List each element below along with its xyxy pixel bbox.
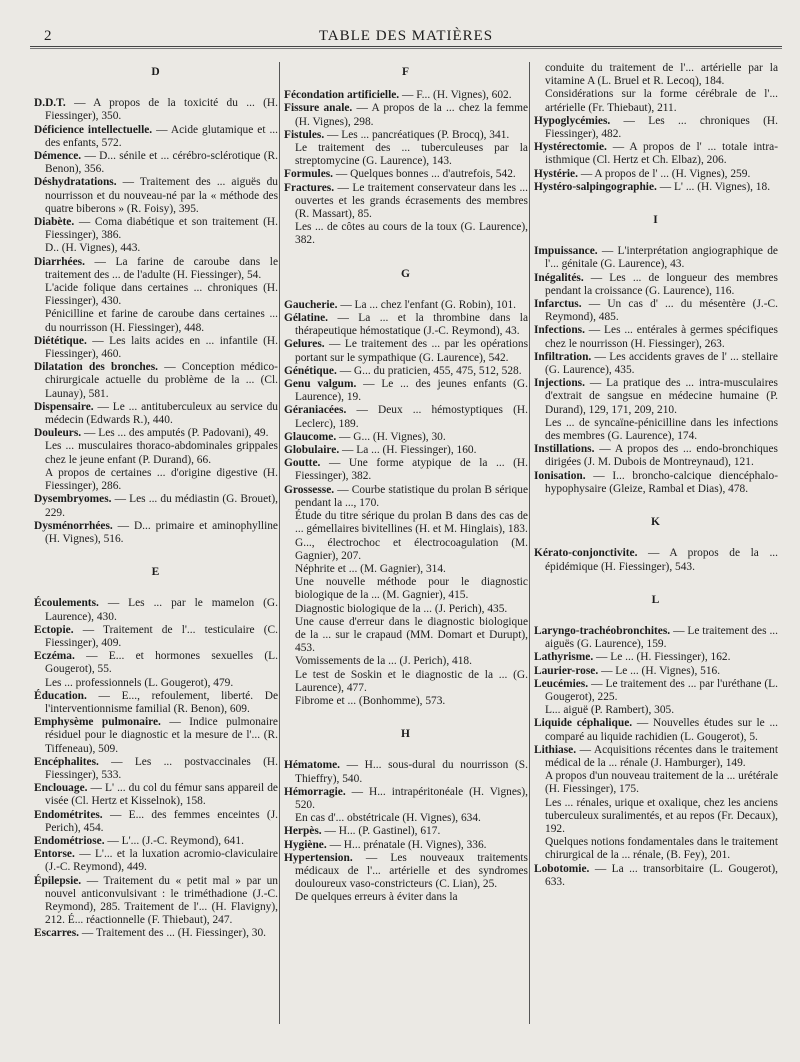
index-entry: Diarrhées. — La farine de caroube dans le traitement des ... de l'adulte (H. Fiessinger), 54. xyxy=(34,255,278,281)
index-entry: Leucémies. — Le traitement des ... par l'uréthane (L. Gougerot), 225. xyxy=(534,677,778,703)
index-entry: Déshydratations. — Traitement des ... aiguës du nourrisson et du nouveau-né par la « méthode des quatre biberons » (R. Foisy), 395. xyxy=(34,176,278,215)
section-letter-k: K xyxy=(651,516,661,529)
section-letter-d: D xyxy=(151,66,161,78)
index-subentry: Les ... rénales, urique et oxalique, chez les anciens tuberculeux suralimentés, et au repos (Fr. Decaux), 192. xyxy=(545,796,778,835)
index-entry: Fissure anale. — A propos de la ... chez la femme (H. Vignes), 298. xyxy=(284,102,528,128)
column-divider-1 xyxy=(279,62,280,1024)
index-subentry: En cas d'... obstétricale (H. Vignes), 634. xyxy=(295,812,481,825)
index-subentry: D.. (H. Vignes), 443. xyxy=(45,242,141,255)
index-entry: Laryngo-trachéobronchites. — Le traitement des ... aiguës (G. Laurence), 159. xyxy=(534,624,778,651)
section-letter-h: H xyxy=(401,728,411,741)
index-subentry: Diagnostic biologique de la ... (J. Perich), 435. xyxy=(295,602,508,615)
index-entry: Impuissance. — L'interprétation angiographique de l'... génitale (G. Laurence), 43. xyxy=(534,245,778,271)
index-subentry: Les ... professionnels (L. Gougerot), 479. xyxy=(45,676,234,689)
index-entry: Escarres. — Traitement des ... (H. Fiessinger), 30. xyxy=(34,927,267,940)
index-entry: Injections. — La pratique des ... intra-musculaires d'extrait de sangsue en médecine humaine (P. Durand), 129, 171, 209, 210. xyxy=(534,377,778,416)
index-subentry: Fibrome et ... (Bonhomme), 573. xyxy=(295,694,446,707)
index-entry: Enclouage. — L' ... du col du fémur sans appareil de visée (Cl. Hertz et Kisselnok), 158. xyxy=(34,782,278,808)
index-entry: Déficience intellectuelle. — Acide glutamique et ... des enfants, 572. xyxy=(34,123,279,149)
header-rule xyxy=(30,46,782,47)
index-entry: Encéphalites. — Les ... postvaccinales (H. Fiessinger), 533. xyxy=(34,755,278,781)
index-entry: Infiltration. — Les accidents graves de l' ... stellaire (G. Laurence), 435. xyxy=(534,350,778,377)
index-entry: Fractures. — Le traitement conservateur dans les ... ouvertes et les grands écrasements des membres (R. Massart), 85. xyxy=(284,181,528,221)
index-entry: Hémorragie. — H... intrapéritonéale (H. Vignes), 520. xyxy=(284,785,528,811)
index-entry: Fistules. — Les ... pancréatiques (P. Brocq), 341. xyxy=(284,128,510,141)
index-entry: Dispensaire. — Le ... antituberculeux au service du médecin (Edwards R.), 440. xyxy=(34,400,278,427)
index-subentry: Néphrite et ... (M. Gagnier), 314. xyxy=(295,562,446,575)
index-subentry: Le test de Soskin et le diagnostic de la ... (G. Laurence), 477. xyxy=(295,668,528,694)
page-number: 2 xyxy=(44,28,52,44)
index-entry: Écoulements. — Les ... par le mamelon (G. Laurence), 430. xyxy=(34,597,278,623)
index-entry: Démence. — D... sénile et ... cérébro-sclérotique (R. Benon), 356. xyxy=(34,150,278,176)
index-entry: Liquide céphalique. — Nouvelles études sur le ... comparé au liquide rachidien (L. Gougerot), 5. xyxy=(534,717,778,743)
index-subentry: Les ... de syncaïne-pénicilline dans les infections des membres (G. Laurence), 174. xyxy=(545,416,778,443)
index-subentry: Une cause d'erreur dans le diagnostic biologique de la ... sur le crapaud (MM. Domart et Durupt), 453. xyxy=(295,615,528,655)
index-entry: Géraniacées. — Deux ... hémostyptiques (H. Leclerc), 189. xyxy=(284,404,528,430)
index-entry: Endométriose. — L'... (J.-C. Reymond), 641. xyxy=(34,834,244,847)
index-entry: Emphysème pulmonaire. — Indice pulmonaire résiduel pour le diagnostic et la mesure de l'... (R. Tiffeneau), 509. xyxy=(34,716,278,755)
index-column-3 xyxy=(534,62,778,889)
index-subentry: Les ... de côtes au cours de la toux (G. Laurence), 382. xyxy=(295,221,528,247)
index-entry: Grossesse. — Courbe statistique du prolan B sérique pendant la ..., 170. xyxy=(284,483,528,509)
index-subentry-continued: conduite du traitement de l'... artérielle par la vitamine A (L. Bruel et R. Lecoq), 184. xyxy=(545,62,778,88)
index-subentry: L'acide folique dans certaines ... chroniques (H. Fiessinger), 430. xyxy=(45,282,278,308)
index-entry: Kérato-conjonctivite. — A propos de la ... épidémique (H. Fiessinger), 543. xyxy=(534,547,778,573)
section-letter-e: E xyxy=(151,566,161,579)
index-subentry: Les ... musculaires thoraco-abdominales grippales chez le jeune enfant (P. Durand), 66. xyxy=(45,440,278,466)
index-entry: Hématome. — H... sous-dural du nourrisson (S. Thieffry), 540. xyxy=(284,759,528,785)
index-column-1 xyxy=(34,62,278,941)
index-subentry: Étude du titre sérique du prolan B dans des cas de ... gémellaires bivitellines (H. et M. Hinglais), 183. xyxy=(295,510,528,536)
index-entry: Lobotomie. — La ... transorbitaire (L. Gougerot), 633. xyxy=(534,862,778,888)
index-entry: Dysménorrhées. — D... primaire et aminophylline (H. Vignes), 516. xyxy=(34,519,278,545)
index-entry: Ectopie. — Traitement de l'... testiculaire (C. Fiessinger), 409. xyxy=(34,623,278,649)
index-entry: Genu valgum. — Le ... des jeunes enfants (G. Laurence), 19. xyxy=(284,378,528,404)
column-divider-2 xyxy=(529,62,530,1024)
section-letter-l: L xyxy=(651,593,661,606)
index-entry: Infarctus. — Un cas d' ... du mésentère (J.-C. Reymond), 485. xyxy=(534,298,778,324)
index-entry: Hygiène. — H... prénatale (H. Vignes), 336. xyxy=(284,838,487,851)
index-subentry: A propos d'un nouveau traitement de la ... urétérale (H. Fiessinger), 175. xyxy=(545,770,778,796)
header-rule-secondary xyxy=(30,48,782,49)
index-entry: Hystéro-salpingographie. — L' ... (H. Vignes), 18. xyxy=(534,180,771,193)
index-entry: Diététique. — Les laits acides en ... infantile (H. Fiessinger), 460. xyxy=(34,334,278,361)
index-subentry: G..., électrochoc et électrocoagulation (M. Gagnier), 207. xyxy=(295,536,528,562)
index-entry: Lithiase. — Acquisitions récentes dans le traitement médical de la ... rénale (J. Hamburger), 149. xyxy=(534,743,778,769)
index-entry: Dilatation des bronches. — Conception médico-chirurgicale actuelle du problème de la ... (Cl. Launay), 581. xyxy=(34,361,278,400)
section-letter-i: I xyxy=(653,214,659,227)
index-entry: Épilepsie. — Traitement du « petit mal » par un nouvel anticonvulsivant : le triméthadione (J.-C. Reymond), 285. Traitement de l'... (H. Flavigny), 212. É... réactionnelle (F. Thiebaut), 247. xyxy=(34,874,278,927)
index-entry: Ionisation. — I... broncho-calcique diencéphalo-hypophysaire (Gleize, Rambal et Dias), 478. xyxy=(534,469,778,495)
index-entry: Douleurs. — Les ... des amputés (P. Padovani), 49. xyxy=(34,427,269,440)
index-entry: D.D.T. — A propos de la toxicité du ... (H. Fiessinger), 350. xyxy=(34,97,278,123)
index-entry: Hypoglycémies. — Les ... chroniques (H. Fiessinger), 482. xyxy=(534,114,778,141)
index-subentry: Considérations sur la forme cérébrale de l'... artérielle (Fr. Thiebaut), 211. xyxy=(545,88,778,114)
section-letter-g: G xyxy=(401,267,411,280)
index-entry: Entorse. — L'... et la luxation acromio-claviculaire (J.-C. Reymond), 449. xyxy=(34,848,278,874)
index-entry: Eczéma. — E... et hormones sexuelles (L. Gougerot), 55. xyxy=(34,650,278,676)
index-entry: Gelures. — Le traitement des ... par les opérations portant sur le sympathique (G. Laurence), 542. xyxy=(284,338,528,364)
index-entry: Fécondation artificielle. — F... (H. Vignes), 602. xyxy=(284,89,512,102)
index-entry: Endométrites. — E... des femmes enceintes (J. Perich), 454. xyxy=(34,808,278,834)
index-subentry: Pénicilline et farine de caroube dans certaines ... du nourrisson (H. Fiessinger), 448. xyxy=(45,308,278,334)
index-entry: Diabète. — Coma diabétique et son traitement (H. Fiessinger), 386. xyxy=(34,216,278,242)
index-entry: Goutte. — Une forme atypique de la ... (H. Fiessinger), 382. xyxy=(284,457,528,483)
section-letter-f: F xyxy=(401,66,411,78)
index-column-2 xyxy=(284,62,528,905)
index-subentry: De quelques erreurs à éviter dans la xyxy=(295,891,458,904)
index-entry: Gaucherie. — La ... chez l'enfant (G. Robin), 101. xyxy=(284,298,517,311)
index-subentry: Vomissements de la ... (J. Perich), 418. xyxy=(295,655,472,668)
index-entry: Infections. — Les ... entérales à germes spécifiques chez le nourrisson (H. Fiessinger), 263. xyxy=(534,324,778,350)
index-subentry: Quelques notions fondamentales dans le traitement chirurgical de la ... rénale, (B. Fey), 201. xyxy=(545,836,778,862)
index-entry: Lathyrisme. — Le ... (H. Fiessinger), 162. xyxy=(534,651,731,664)
index-entry: Globulaire. — La ... (H. Fiessinger), 160. xyxy=(284,444,477,457)
index-entry: Hystérie. — A propos de l' ... (H. Vignes), 259. xyxy=(534,167,751,180)
index-entry: Hystérectomie. — A propos de l' ... totale intra-isthmique (Cl. Hertz et Ch. Elbaz), 206. xyxy=(534,141,778,167)
index-entry: Éducation. — E..., refoulement, liberté. De l'interventionnisme familial (R. Benon), 609. xyxy=(34,689,278,715)
index-entry: Dysembryomes. — Les ... du médiastin (G. Brouet), 229. xyxy=(34,493,278,519)
index-entry: Instillations. — A propos des ... endo-bronchiques dirigées (J. M. Dubois de Montreynaud), 121. xyxy=(534,443,778,469)
index-subentry: L... aiguë (P. Rambert), 305. xyxy=(545,704,675,717)
index-entry: Formules. — Quelques bonnes ... d'autrefois, 542. xyxy=(284,168,516,181)
index-entry: Génétique. — G... du praticien, 455, 475, 512, 528. xyxy=(284,364,522,377)
index-entry: Glaucome. — G... (H. Vignes), 30. xyxy=(284,430,446,443)
index-subentry: A propos de certaines ... d'origine digestive (H. Fiessinger), 286. xyxy=(45,466,278,493)
page-title: TABLE DES MATIÈRES xyxy=(318,28,494,44)
index-entry: Laurier-rose. — Le ... (H. Vignes), 516. xyxy=(534,664,721,677)
index-entry: Hypertension. — Les nouveaux traitements médicaux de l'... artérielle et des syndromes douloureux vaso-constricteurs (C. Lian), 25. xyxy=(284,851,528,891)
index-entry: Inégalités. — Les ... de longueur des membres pendant la croissance (G. Laurence), 116. xyxy=(534,271,778,297)
index-entry: Gélatine. — La ... et la thrombine dans la thérapeutique hémostatique (J.-C. Reymond), 43. xyxy=(284,312,528,338)
index-entry: Herpès. — H... (P. Gastinel), 617. xyxy=(284,825,441,838)
index-subentry: Une nouvelle méthode pour le diagnostic biologique de la ... (M. Gagnier), 415. xyxy=(295,576,528,602)
index-subentry: Le traitement des ... tuberculeuses par la streptomycine (G. Laurence), 143. xyxy=(295,142,528,168)
